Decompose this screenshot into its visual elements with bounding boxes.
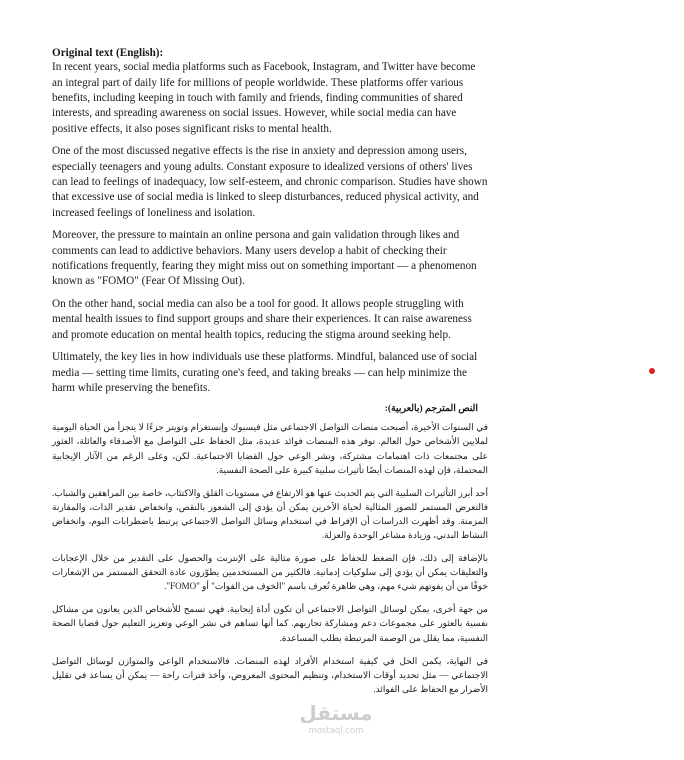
arabic-heading: النص المترجم (بالعربية): — [384, 404, 478, 415]
arabic-section — [52, 403, 488, 696]
watermark — [296, 700, 376, 736]
english-paragraph-2: One of the most discussed negative effects is the rise in anxiety and depression among users, especially teenagers and young adults. Constant exposure to idealized versions of others' lives can lead to feelings of inadequacy, low self-esteem, and chronic comparison. Studies have shown that excessive use of social media is linked to sleep disturbances, reduced physical activity, and increased feelings of loneliness and isolation. — [52, 145, 488, 219]
watermark-logo: مستقل — [299, 701, 373, 725]
english-section — [52, 46, 488, 396]
arabic-paragraph-5: في النهاية، يكمن الحل في كيفية استخدام الأفراد لهذه المنصات. فالاستخدام الواعي والمتوازن لوسائل التواصل الاجتماعي — مثل تحديد أوقات الاستخدام، وتنظيم المحتوى المعروض، وأخذ فترات راحة — يمكن أن يساعد في تقليل الأضرار مع الحفاظ على الفوائد. — [52, 655, 488, 694]
document-page — [52, 46, 488, 705]
english-heading: Original text (English): — [52, 47, 164, 59]
english-paragraph-5: Ultimately, the key lies in how individuals use these platforms. Mindful, balanced use of social media — setting time limits, curating one's feed, and taking breaks — can help minimize the harm while preserving the benefits. — [52, 351, 478, 394]
english-paragraph-4: On the other hand, social media can also be a tool for good. It allows people struggling with mental health issues to find support groups and share their experiences. It can raise awareness and promote education on mental health topics, reducing the stigma around seeking help. — [52, 297, 472, 341]
arabic-paragraph-4: من جهة أخرى، يمكن لوسائل التواصل الاجتماعي أن تكون أداة إيجابية. فهي تسمح للأشخاص الذين يعانون من مشاكل نفسية بالعثور على مجموعات دعم ومشاركة تجاربهم. كما أنها تساهم في نشر الوعي وتعزيز التعليم حول قضايا الصحة النفسية، مما يقلل من الوصمة المرتبطة بطلب المساعدة. — [52, 604, 488, 643]
watermark-domain: mostaql.com — [308, 726, 364, 736]
english-paragraph-3: Moreover, the pressure to maintain an online persona and gain validation through likes and comments can lead to addictive behaviors. Many users develop a habit of checking their notifications frequently, fearing they might miss out on something important — a phenomenon known as "FOMO" (Fear Of Missing Out). — [52, 229, 477, 288]
arabic-paragraph-2: أحد أبرز التأثيرات السلبية التي يتم الحديث عنها هو الارتفاع في مستويات القلق والاكتئاب، خاصة بين المراهقين والشباب. فالتعرض المستمر للصور المثالية لحياة الآخرين يمكن أن يؤدي إلى الشعور بالنقص، وانخفاض تقدير الذات، والمقارنة المزمنة. وقد أظهرت الدراسات أن الإفراط في استخدام وسائل التواصل الاجتماعي يرتبط باضطرابات النوم، وانخفاض النشاط البدني، وزيادة مشاعر الوحدة والعزلة. — [52, 487, 488, 540]
arabic-paragraph-1: في السنوات الأخيرة، أصبحت منصات التواصل الاجتماعي مثل فيسبوك وإنستغرام وتويتر جزءًا لا يتجزأ من الحياة اليومية لملايين الأشخاص حول العالم. توفر هذه المنصات فوائد عديدة، مثل الحفاظ على التواصل مع الأصدقاء والعائلة، العثور على مجتمعات ذات اهتمامات مشتركة، ونشر الوعي حول القضايا الاجتماعية. لكن، وعلى الرغم من الآثار الإيجابية المحتملة، فإن لهذه المنصات أيضًا تأثيرات سلبية كبيرة على الصحة النفسية. — [52, 422, 488, 475]
red-dot-marker — [649, 368, 655, 374]
arabic-paragraph-3: بالإضافة إلى ذلك، فإن الضغط للحفاظ على صورة مثالية على الإنترنت والحصول على التقدير من خلال الإعجابات والتعليقات يمكن أن يؤدي إلى سلوكيات إدمانية. فالكثير من المستخدمين يطوّرون عادة التحقق المستمر من الإشعارات خوفًا من أن يفوتهم شيء مهم، وهي ظاهرة تُعرف باسم "الخوف من الفوات" أو "FOMO". — [52, 553, 488, 592]
english-paragraph-1: In recent years, social media platforms such as Facebook, Instagram, and Twitter have become an integral part of daily life for millions of people worldwide. These platforms offer various benefits, including keeping in touch with family and friends, finding communities of shared interests, and spreading awareness on social issues. However, while social media can have positive effects, it also poses significant risks to mental health. — [52, 61, 476, 135]
